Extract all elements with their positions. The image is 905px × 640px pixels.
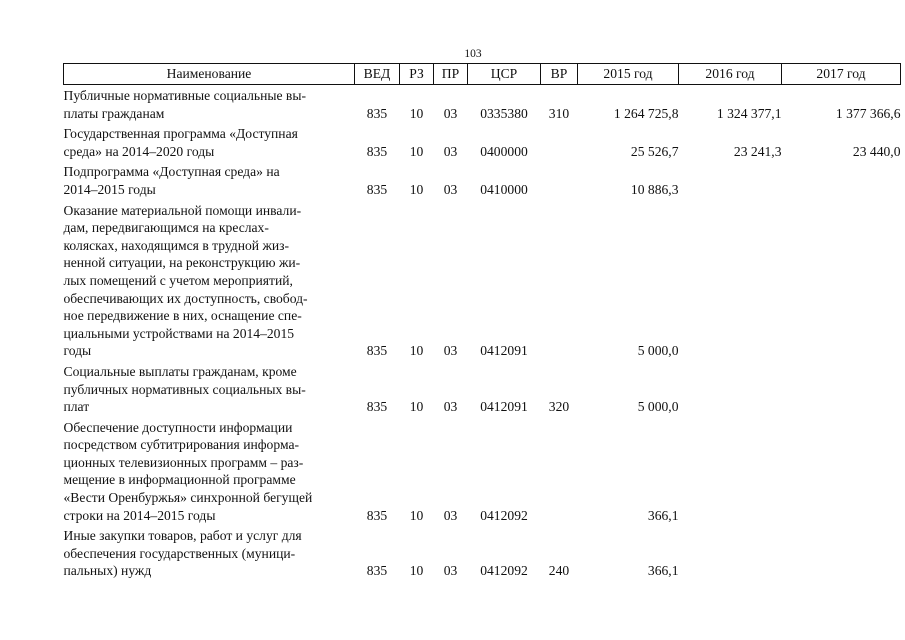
row-2017: [782, 361, 901, 417]
table-row: [64, 417, 901, 526]
page-number: 103: [464, 48, 482, 60]
row-rz: 10: [409, 343, 424, 359]
row-rz: 10: [409, 181, 424, 197]
row-ved: 835: [366, 181, 388, 197]
row-name-line: колясках, находящимся в трудной жиз-: [63, 237, 290, 253]
row-name: [64, 361, 355, 417]
table-row: [64, 85, 901, 124]
row-name-line: Оказание материальной помощи инвали-: [63, 202, 302, 218]
row-2015: 366,1: [647, 507, 679, 523]
row-rz: 10: [409, 563, 424, 579]
row-pr: 03: [443, 181, 458, 197]
row-rz: 10: [409, 105, 424, 121]
row-2016: [679, 525, 782, 581]
row-vr: [541, 161, 578, 199]
row-name-line: лых помещений с учетом мероприятий,: [63, 272, 293, 288]
row-name-line: пальных) нужд: [63, 563, 152, 579]
table-row: [64, 123, 901, 161]
row-csr: 0412092: [480, 507, 528, 523]
row-2015: 10 886,3: [630, 181, 679, 197]
table-row: [64, 525, 901, 581]
row-name-line: ненной ситуации, на реконструкцию жи-: [63, 255, 301, 271]
row-name-line: Обеспечение доступности информации: [63, 419, 293, 435]
header-rz: РЗ: [400, 64, 434, 85]
row-2016: [679, 200, 782, 361]
row-name-line: мещение в информационной программе: [63, 472, 296, 488]
table-header-row: [64, 64, 901, 85]
row-name-line: строки на 2014–2015 годы: [63, 507, 216, 523]
header-name: Наименование: [64, 64, 355, 85]
row-ved: 835: [366, 563, 388, 579]
row-2017: 1 377 366,6: [835, 105, 901, 121]
table-row: [64, 200, 901, 361]
row-name-line: Подпрограмма «Доступная среда» на: [63, 164, 280, 180]
row-name: [64, 417, 355, 526]
row-2015: 366,1: [647, 563, 679, 579]
header-pr: ПР: [434, 64, 468, 85]
row-ved: 835: [366, 343, 388, 359]
row-name-line: Социальные выплаты гражданам, кроме: [63, 363, 297, 379]
table-body: [64, 85, 901, 582]
row-2015: 5 000,0: [637, 343, 679, 359]
row-ved: 835: [366, 507, 388, 523]
row-2016: [679, 417, 782, 526]
row-pr: 03: [443, 507, 458, 523]
row-csr: 0412091: [480, 343, 528, 359]
header-csr: ЦСР: [468, 64, 541, 85]
row-csr: 0412092: [480, 563, 528, 579]
row-csr: 0412091: [480, 399, 528, 415]
row-csr: 0335380: [480, 105, 528, 121]
row-name-line: посредством субтитрирования информа-: [63, 437, 300, 453]
budget-table: [63, 63, 901, 581]
row-name-line: обеспечивающих их доступность, свобод-: [63, 290, 308, 306]
row-rz: 10: [409, 507, 424, 523]
row-name: [64, 85, 355, 124]
row-name-line: циальными устройствами на 2014–2015: [63, 325, 295, 341]
header-2015: 2015 год: [578, 64, 679, 85]
header-2017: 2017 год: [782, 64, 901, 85]
row-ved: 835: [366, 143, 388, 159]
row-vr: 240: [548, 563, 570, 579]
row-name-line: 2014–2015 годы: [63, 181, 156, 197]
header-vr: ВР: [541, 64, 578, 85]
table-row: [64, 361, 901, 417]
row-pr: 03: [443, 399, 458, 415]
row-name-line: Публичные нормативные социальные вы-: [63, 88, 307, 103]
row-2016: [679, 161, 782, 199]
row-name-line: публичных нормативных социальных вы-: [63, 381, 306, 397]
row-name-line: платы гражданам: [63, 105, 165, 121]
row-name-line: Иные закупки товаров, работ и услуг для: [63, 528, 302, 544]
header-ved: ВЕД: [355, 64, 400, 85]
row-rz: 10: [409, 143, 424, 159]
row-name-line: Государственная программа «Доступная: [63, 126, 298, 142]
row-2016: 23 241,3: [733, 143, 782, 159]
row-2016: 1 324 377,1: [716, 105, 782, 121]
row-2015: 5 000,0: [637, 399, 679, 415]
row-ved: 835: [366, 105, 388, 121]
header-2016: 2016 год: [679, 64, 782, 85]
row-pr: 03: [443, 343, 458, 359]
row-name-line: плат: [63, 399, 90, 415]
row-vr: [541, 200, 578, 361]
row-vr: [541, 417, 578, 526]
row-vr: 320: [548, 399, 570, 415]
row-2017: 23 440,0: [852, 143, 901, 159]
row-name: [64, 123, 355, 161]
row-pr: 03: [443, 143, 458, 159]
row-name-line: ное передвижение в них, оснащение спе-: [63, 308, 302, 324]
row-csr: 0400000: [480, 143, 528, 159]
row-rz: 10: [409, 399, 424, 415]
row-name: [64, 161, 355, 199]
row-2016: [679, 361, 782, 417]
row-2015: 25 526,7: [630, 143, 679, 159]
row-name-line: «Вести Оренбуржья» синхронной бегущей: [63, 490, 313, 506]
row-name-line: обеспечения государственных (муници-: [63, 545, 296, 561]
row-2015: 1 264 725,8: [613, 105, 679, 121]
row-2017: [782, 200, 901, 361]
row-name-line: дам, передвигающимся на креслах-: [63, 220, 269, 236]
row-csr: 0410000: [480, 181, 528, 197]
row-ved: 835: [366, 399, 388, 415]
row-name-line: ционных телевизионных программ – раз-: [63, 454, 304, 470]
row-name: [64, 200, 355, 361]
row-name-line: годы: [63, 343, 92, 359]
row-name-line: среда» на 2014–2020 годы: [63, 143, 215, 159]
row-vr: [541, 123, 578, 161]
table-row: [64, 161, 901, 199]
row-name: [64, 525, 355, 581]
row-2017: [782, 161, 901, 199]
row-2017: [782, 525, 901, 581]
row-pr: 03: [443, 105, 458, 121]
row-pr: 03: [443, 563, 458, 579]
row-2017: [782, 417, 901, 526]
row-vr: 310: [548, 105, 570, 121]
